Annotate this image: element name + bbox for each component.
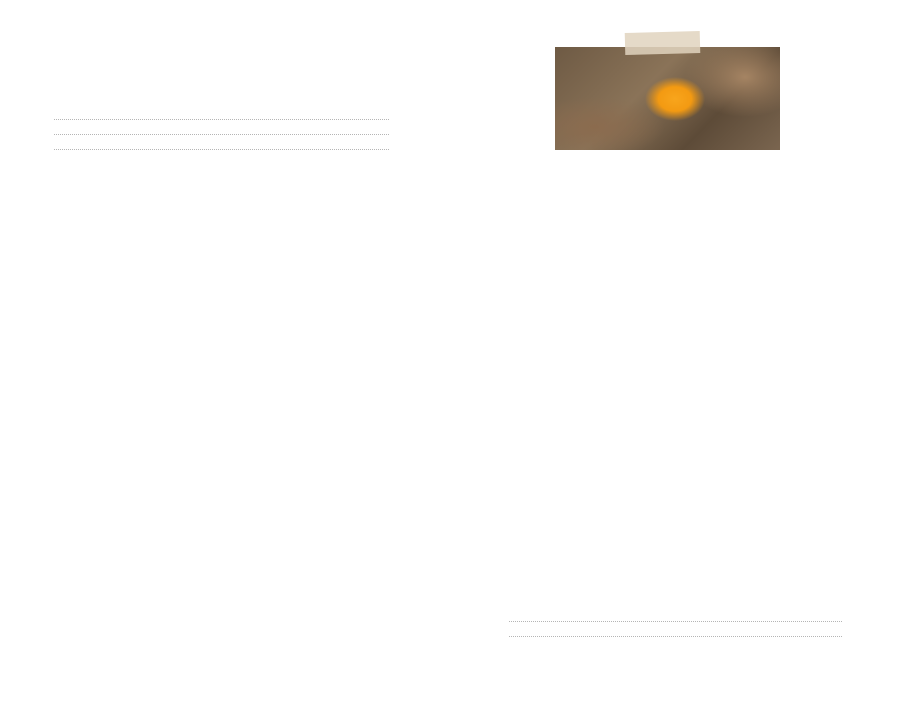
dot-leader <box>54 149 389 150</box>
toc-appendix-row[interactable] <box>505 609 860 624</box>
toc-intro-row[interactable] <box>50 137 407 152</box>
toc-intro-row[interactable] <box>50 107 407 122</box>
dot-leader <box>509 621 842 622</box>
dot-leader <box>54 134 389 135</box>
page-footer-right <box>815 662 821 674</box>
toc-intro-row[interactable] <box>50 122 407 137</box>
photo-image <box>555 47 780 150</box>
dot-leader <box>509 636 842 637</box>
fungus-photo <box>555 47 780 150</box>
toc-appendix-row[interactable] <box>505 624 860 639</box>
dot-leader <box>54 119 389 120</box>
tape-strip <box>625 31 701 55</box>
appendix-list <box>505 609 860 639</box>
page-footer-left <box>50 662 56 674</box>
intro-list <box>50 107 407 152</box>
